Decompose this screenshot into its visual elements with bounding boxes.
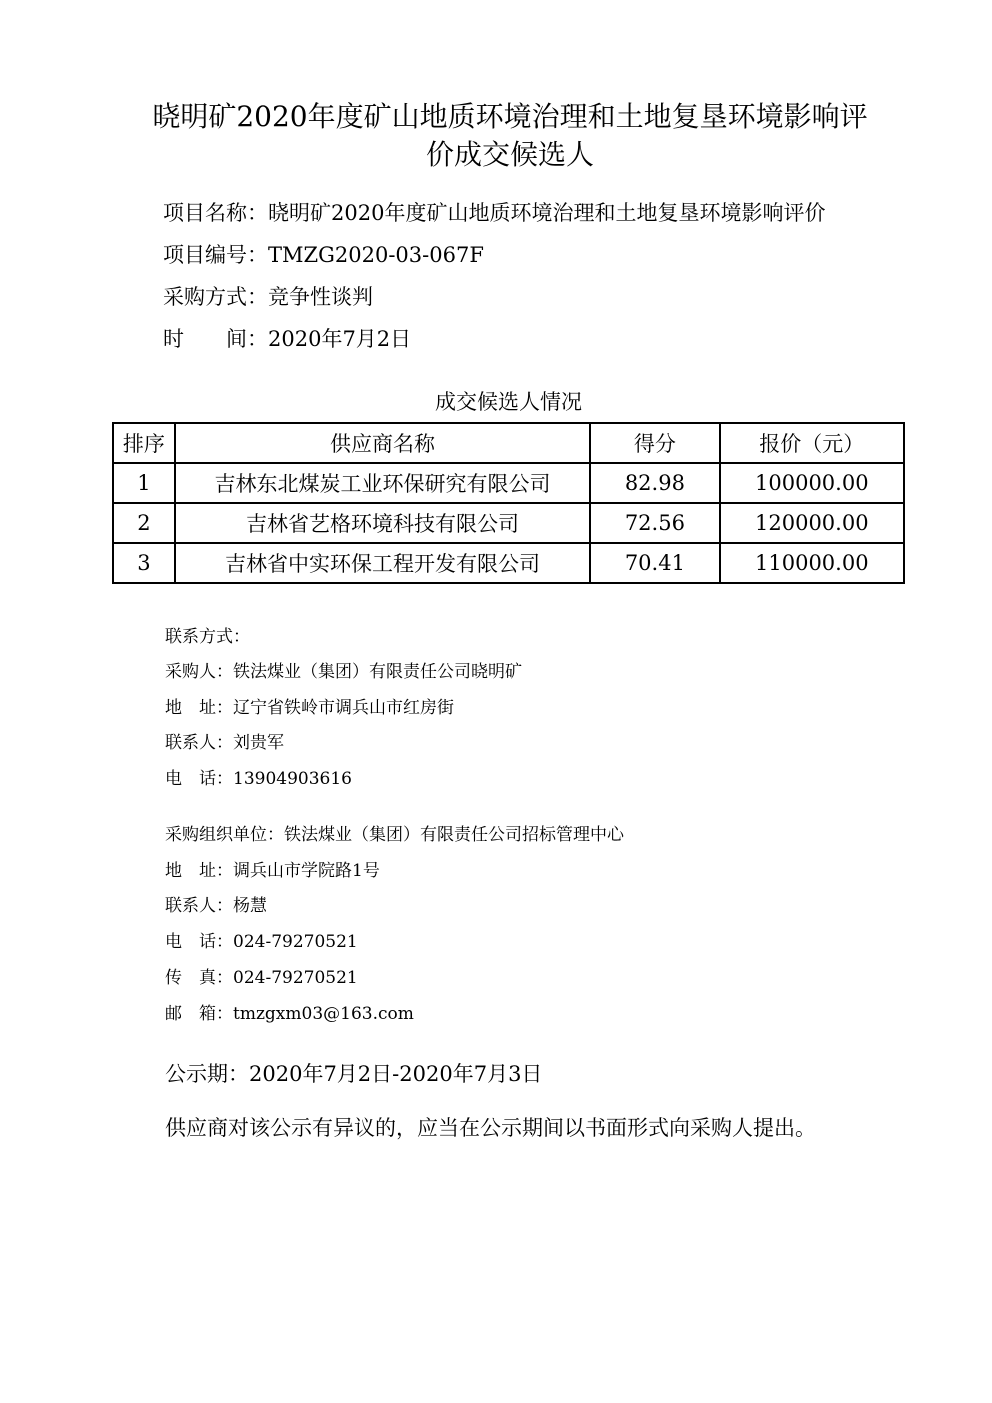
cell-rank: 3 [113,543,175,583]
cell-price: 100000.00 [720,463,904,503]
agency-email: 邮 箱：tmzgxm03@163.com [165,1004,414,1024]
header-price: 报价（元） [720,423,904,463]
cell-price: 110000.00 [720,543,904,583]
cell-rank: 2 [113,503,175,543]
objection-notice: 供应商对该公示有异议的，应当在公示期间以书面形式向采购人提出。 [165,1116,816,1140]
purchaser-name: 采购人：铁法煤业（集团）有限责任公司晓明矿 [165,662,522,682]
agency-phone: 电 话：024-79270521 [165,932,358,952]
project-time-value: 2020年7月2日 [268,327,412,351]
cell-rank: 1 [113,463,175,503]
notice-period: 公示期：2020年7月2日-2020年7月3日 [165,1062,543,1086]
agency-fax: 传 真：024-79270521 [165,968,358,988]
table-row [113,503,904,543]
cell-supplier-name: 吉林东北煤炭工业环保研究有限公司 [175,463,590,503]
table-row [113,543,904,583]
candidates-table [112,422,905,584]
header-supplier-name: 供应商名称 [175,423,590,463]
purchaser-address: 地 址：辽宁省铁岭市调兵山市红房街 [165,698,454,718]
header-score: 得分 [590,423,719,463]
purchaser-contact-person: 联系人：刘贵军 [165,733,284,753]
header-rank: 排序 [113,423,175,463]
cell-score: 72.56 [590,503,719,543]
cell-score: 82.98 [590,463,719,503]
project-time-label: 时 间： [163,327,268,351]
agency-name: 采购组织单位：铁法煤业（集团）有限责任公司招标管理中心 [165,825,624,845]
table-header-row [113,423,904,463]
document-title-line2: 价成交候选人 [425,138,594,171]
project-time [163,325,411,353]
project-name: 项目名称：晓明矿2020年度矿山地质环境治理和土地复垦环境影响评价 [163,201,826,225]
document-title-line1: 晓明矿2020年度矿山地质环境治理和土地复垦环境影响评 [152,100,868,133]
purchaser-phone: 电 话：13904903616 [165,769,352,789]
agency-address: 地 址：调兵山市学院路1号 [165,861,380,881]
cell-supplier-name: 吉林省中实环保工程开发有限公司 [175,543,590,583]
table-row [113,463,904,503]
table-caption: 成交候选人情况 [435,390,582,414]
cell-price: 120000.00 [720,503,904,543]
project-code: 项目编号：TMZG2020-03-067F [163,243,484,267]
procurement-method: 采购方式：竞争性谈判 [163,285,373,309]
document-title [100,98,920,174]
agency-contact-person: 联系人：杨慧 [165,896,267,916]
cell-supplier-name: 吉林省艺格环境科技有限公司 [175,503,590,543]
cell-score: 70.41 [590,543,719,583]
contact-heading: 联系方式： [165,627,250,647]
